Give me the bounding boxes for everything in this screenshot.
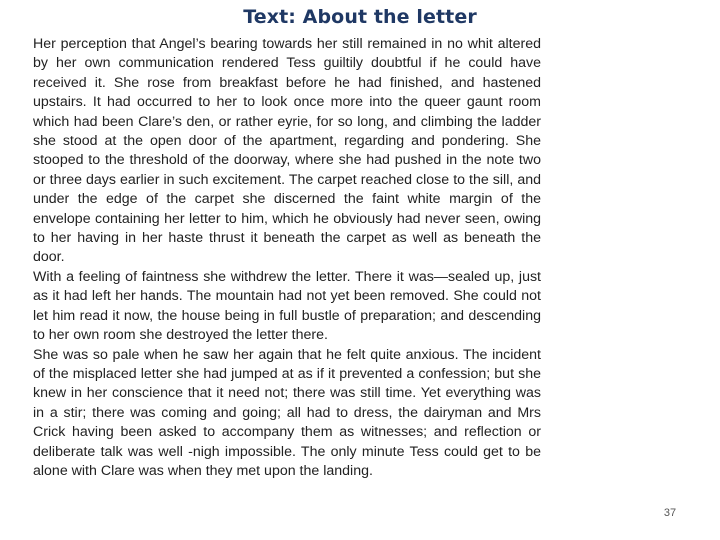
paragraph-2: With a feeling of faintness she withdrew the letter. There it was—sealed up, just as it had left her hands. The mountain had not yet been removed. She could not let him read it now, the house being in full bustle of preparation; and descending to her own room she destroyed the letter there. [33,268,541,344]
body-text [33,35,541,481]
paragraph-3: She was so pale when he saw her again that he felt quite anxious. The incident of the misplaced letter she had jumped at as if it prevented a confession; but she knew in her conscience that it need not; there was still time. Yet everything was in a stir; there was coming and going; all had to dress, the dairyman and Mrs Crick having been asked to accompany them as witnesses; and reflection or deliberate talk was well -nigh impossible. The only minute Tess could get to be alone with Clare was when they met upon the landing. [33,346,541,479]
page-number: 37 [663,507,677,519]
slide-title: Text: About the letter [243,6,477,28]
paragraph-1: Her perception that Angel’s bearing towards her still remained in no whit altered by her own communication rendered Tess guiltily doubtful if he could have received it. She rose from breakfast before he had finished, and hastened upstairs. It had occurred to her to look once more into the queer gaunt room which had been Clare’s den, or rather eyrie, for so long, and climbing the ladder she stood at the open door of the apartment, regarding and pondering. She stooped to the threshold of the doorway, where she had pushed in the note two or three days earlier in such excitement. The carpet reached close to the sill, and under the edge of the carpet she discerned the faint white margin of the envelope containing her letter to him, which he obviously had never seen, owing to her having in her haste thrust it beneath the carpet as well as beneath the door. [33,36,541,266]
